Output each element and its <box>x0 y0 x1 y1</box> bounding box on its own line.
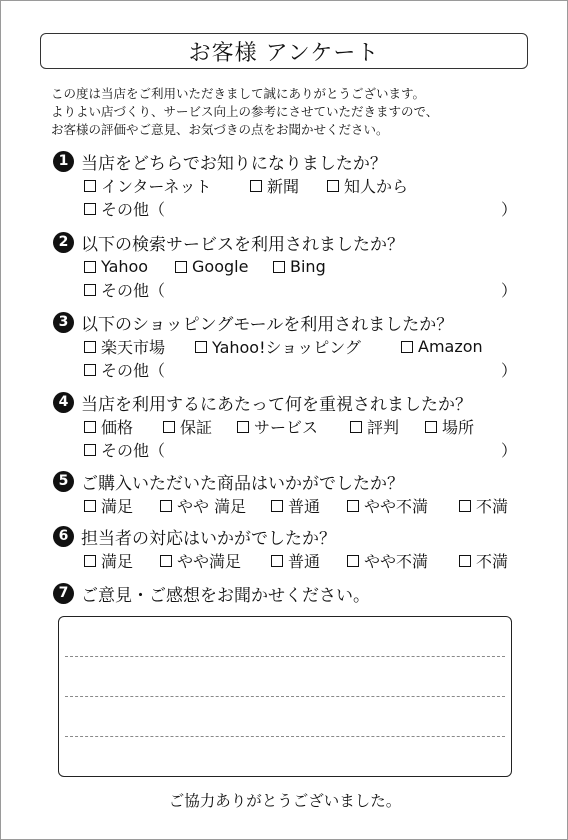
question-3 <box>53 309 523 381</box>
option-other[interactable] <box>53 438 523 461</box>
number-badge: 7 <box>53 583 74 604</box>
option-neutral[interactable] <box>271 494 347 517</box>
checkbox[interactable] <box>401 341 413 353</box>
checkbox[interactable] <box>250 180 262 192</box>
checkbox[interactable] <box>84 364 96 376</box>
intro-line: お客様の評価やご意見、お気づきの点をお聞かせください。 <box>51 122 389 137</box>
number-badge: 5 <box>53 471 74 492</box>
checkbox[interactable] <box>84 261 96 273</box>
question-header <box>53 468 523 494</box>
checkbox[interactable] <box>84 203 96 215</box>
question-6 <box>53 523 523 572</box>
thanks-message: ご協力ありがとうございました。 <box>168 792 402 810</box>
dashed-line <box>65 736 505 737</box>
checkbox[interactable] <box>347 555 359 567</box>
checkbox[interactable] <box>84 444 96 456</box>
other-label: その他（ <box>101 361 166 380</box>
question-header <box>53 523 523 549</box>
question-1 <box>53 148 523 220</box>
question-5 <box>53 468 523 517</box>
question-4 <box>53 389 523 461</box>
option-yahoo[interactable] <box>84 257 175 276</box>
option-label: 普通 <box>288 552 321 571</box>
option-somewhat-dissatisfied[interactable] <box>347 549 459 572</box>
option-row <box>53 335 523 358</box>
option-google[interactable] <box>175 257 273 276</box>
option-internet[interactable] <box>84 174 250 197</box>
question-header <box>53 229 523 255</box>
number-badge: 4 <box>53 392 74 413</box>
question-text: 担当者の対応はいかがでしたか？ <box>81 528 336 549</box>
checkbox[interactable] <box>84 421 96 433</box>
option-row <box>53 415 523 438</box>
question-text: ご購入いただいた商品はいかがでしたか？ <box>81 473 404 494</box>
option-label: 保証 <box>180 418 213 437</box>
checkbox[interactable] <box>84 500 96 512</box>
option-label: やや 満足 <box>177 497 247 516</box>
checkbox[interactable] <box>271 500 283 512</box>
question-header <box>53 309 523 335</box>
option-label: 楽天市場 <box>101 338 166 357</box>
option-label: 普通 <box>288 497 321 516</box>
option-neutral[interactable] <box>271 549 347 572</box>
checkbox[interactable] <box>84 284 96 296</box>
option-label: Google <box>192 257 249 276</box>
question-text: 当店をどちらでお知りになりましたか？ <box>81 153 387 174</box>
option-label: インターネット <box>101 177 212 196</box>
option-newspaper[interactable] <box>250 174 327 197</box>
question-2 <box>53 229 523 301</box>
other-close: ） <box>501 281 518 300</box>
survey-title <box>40 33 528 69</box>
checkbox[interactable] <box>160 555 172 567</box>
number-badge: 3 <box>53 312 74 333</box>
option-somewhat-dissatisfied[interactable] <box>347 494 459 517</box>
other-label: その他（ <box>101 441 166 460</box>
option-dissatisfied[interactable] <box>459 494 508 517</box>
option-row <box>53 494 523 517</box>
option-label: Yahoo!ショッピング <box>212 338 361 357</box>
option-label: 評判 <box>367 418 400 437</box>
option-satisfied[interactable] <box>84 494 160 517</box>
question-text: ご意見・ご感想をお聞かせください。 <box>81 585 370 606</box>
checkbox[interactable] <box>195 341 207 353</box>
option-price[interactable] <box>84 415 163 438</box>
option-other[interactable] <box>53 278 523 301</box>
dashed-line <box>65 696 505 697</box>
checkbox[interactable] <box>347 500 359 512</box>
comment-textarea[interactable] <box>58 616 512 777</box>
checkbox[interactable] <box>271 555 283 567</box>
option-label: やや不満 <box>364 497 429 516</box>
checkbox[interactable] <box>163 421 175 433</box>
survey-title-text: お客様 アンケート <box>188 40 380 66</box>
other-close: ） <box>501 200 518 219</box>
option-label: 満足 <box>101 497 134 516</box>
option-reputation[interactable] <box>350 415 425 438</box>
intro-line: この度は当店をご利用いただきまして誠にありがとうございます。 <box>51 86 426 101</box>
checkbox[interactable] <box>237 421 249 433</box>
option-other[interactable] <box>53 358 523 381</box>
option-row <box>53 255 523 278</box>
question-7 <box>53 580 523 606</box>
option-label: やや不満 <box>364 552 429 571</box>
option-rakuten[interactable] <box>84 335 195 358</box>
option-somewhat-satisfied[interactable] <box>160 549 271 572</box>
question-header <box>53 148 523 174</box>
option-label: やや満足 <box>177 552 242 571</box>
question-header <box>53 580 523 606</box>
checkbox[interactable] <box>459 555 471 567</box>
option-label: 場所 <box>442 418 475 437</box>
other-close: ） <box>501 441 518 460</box>
option-label: 不満 <box>476 497 509 516</box>
option-satisfied[interactable] <box>84 549 160 572</box>
option-label: 新聞 <box>267 177 300 196</box>
checkbox[interactable] <box>84 341 96 353</box>
other-label: その他（ <box>101 281 166 300</box>
number-badge: 6 <box>53 526 74 547</box>
option-label: サービス <box>254 418 319 437</box>
checkbox[interactable] <box>84 555 96 567</box>
checkbox[interactable] <box>459 500 471 512</box>
option-label: 知人から <box>344 177 409 196</box>
option-row <box>53 174 523 197</box>
option-label: Amazon <box>418 337 483 356</box>
checkbox[interactable] <box>327 180 339 192</box>
option-somewhat-satisfied[interactable] <box>160 494 271 517</box>
number-badge: 1 <box>53 151 74 172</box>
option-label: Yahoo <box>101 257 149 276</box>
option-location[interactable] <box>425 415 474 438</box>
question-text: 以下の検索サービスを利用されましたか？ <box>81 234 404 255</box>
question-header <box>53 389 523 415</box>
question-text: 当店を利用するにあたって何を重視されましたか？ <box>81 394 472 415</box>
dashed-line <box>65 656 505 657</box>
option-service[interactable] <box>237 415 350 438</box>
option-label: 不満 <box>476 552 509 571</box>
checkbox[interactable] <box>273 261 285 273</box>
option-amazon[interactable] <box>401 337 483 356</box>
option-yahoo-shopping[interactable] <box>195 335 401 358</box>
intro-line: よりよい店づくり、サービス向上の参考にさせていただきますので、 <box>51 104 439 119</box>
other-label: その他（ <box>101 200 166 219</box>
option-label: 満足 <box>101 552 134 571</box>
intro-text <box>51 85 531 139</box>
option-label: 価格 <box>101 418 134 437</box>
checkbox[interactable] <box>84 180 96 192</box>
checkbox[interactable] <box>175 261 187 273</box>
option-warranty[interactable] <box>163 415 237 438</box>
checkbox[interactable] <box>350 421 362 433</box>
option-bing[interactable] <box>273 257 326 276</box>
option-dissatisfied[interactable] <box>459 549 508 572</box>
option-other[interactable] <box>53 197 523 220</box>
other-close: ） <box>501 361 518 380</box>
number-badge: 2 <box>53 232 74 253</box>
option-row <box>53 549 523 572</box>
option-label: Bing <box>290 257 326 276</box>
checkbox[interactable] <box>160 500 172 512</box>
checkbox[interactable] <box>425 421 437 433</box>
option-acquaintance[interactable] <box>327 174 408 197</box>
question-text: 以下のショッピングモールを利用されましたか？ <box>81 314 454 335</box>
